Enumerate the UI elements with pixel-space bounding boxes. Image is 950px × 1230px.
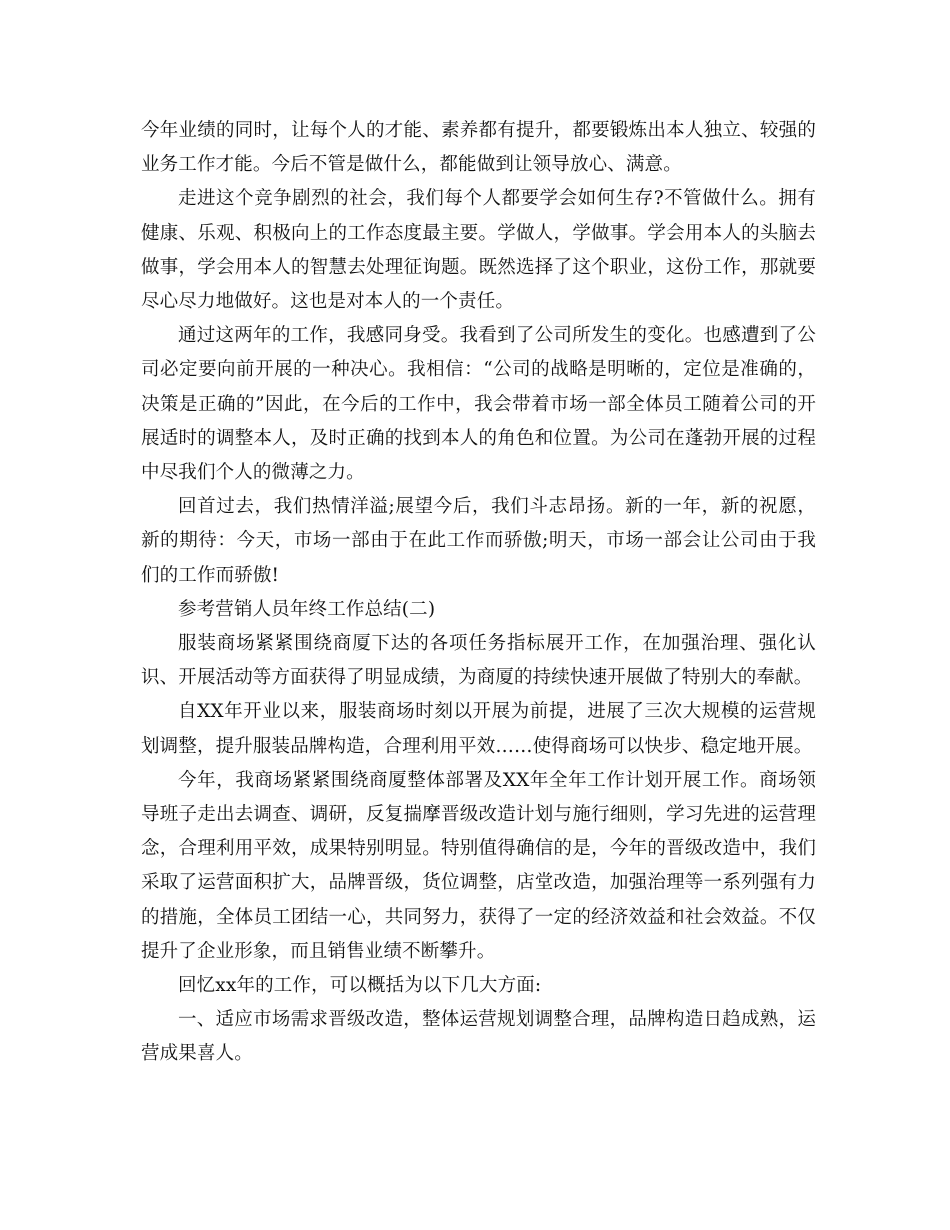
paragraph: 今年业绩的同时，让每个人的才能、素养都有提升，都要锻炼出本人独立、较强的业务工作才能。今后不管是做什么，都能做到让领导放心、满意。	[141, 120, 816, 176]
paragraph: 通过这两年的工作，我感同身受。我看到了公司所发生的变化。也感遭到了公司必定要向前开展的一种决心。我相信：“公司的战略是明晰的，定位是准确的，决策是正确的”因此，在今后的工作中，我会带着市场一部全体员工随着公司的开展适时的调整本人，及时正确的找到本人的角色和位置。为公司在蓬勃开展的过程中尽我们个人的微薄之力。	[141, 325, 816, 484]
paragraph: 回忆xx年的工作，可以概括为以下几大方面:	[178, 975, 542, 997]
paragraph: 自XX年开业以来，服装商场时刻以开展为前提，进展了三次大规模的运营规划调整，提升服装品牌构造，合理利用平效……使得商场可以快步、稳定地开展。	[141, 701, 816, 757]
section-heading: 参考营销人员年终工作总结(二)	[178, 598, 436, 620]
paragraph: 今年，我商场紧紧围绕商厦整体部署及XX年全年工作计划开展工作。商场领导班子走出去调查、调研，反复揣摩晋级改造计划与施行细则，学习先进的运营理念，合理利用平效，成果特别明显。特别值得确信的是，今年的晋级改造中，我们采取了运营面积扩大，品牌晋级，货位调整，店堂改造，加强治理等一系列强有力的措施，全体员工团结一心，共同努力，获得了一定的经济效益和社会效益。不仅提升了企业形象，而且销售业绩不断攀升。	[141, 769, 816, 962]
paragraph: 一、适应市场需求晋级改造，整体运营规划调整合理，品牌构造日趋成熟，运营成果喜人。	[141, 1009, 816, 1065]
document-body	[141, 114, 816, 1072]
paragraph: 走进这个竞争剧烈的社会，我们每个人都要学会如何生存?不管做什么。拥有健康、乐观、积极向上的工作态度最主要。学做人，学做事。学会用本人的头脑去做事，学会用本人的智慧去处理征询题。既然选择了这个职业，这份工作，那就要尽心尽力地做好。这也是对本人的一个责任。	[141, 188, 816, 313]
paragraph: 回首过去，我们热情洋溢;展望今后，我们斗志昂扬。新的一年，新的祝愿，新的期待：今天，市场一部由于在此工作而骄傲;明天，市场一部会让公司由于我们的工作而骄傲!	[141, 496, 816, 586]
paragraph: 服装商场紧紧围绕商厦下达的各项任务指标展开工作，在加强治理、强化认识、开展活动等方面获得了明显成绩，为商厦的持续快速开展做了特别大的奉献。	[141, 633, 816, 689]
